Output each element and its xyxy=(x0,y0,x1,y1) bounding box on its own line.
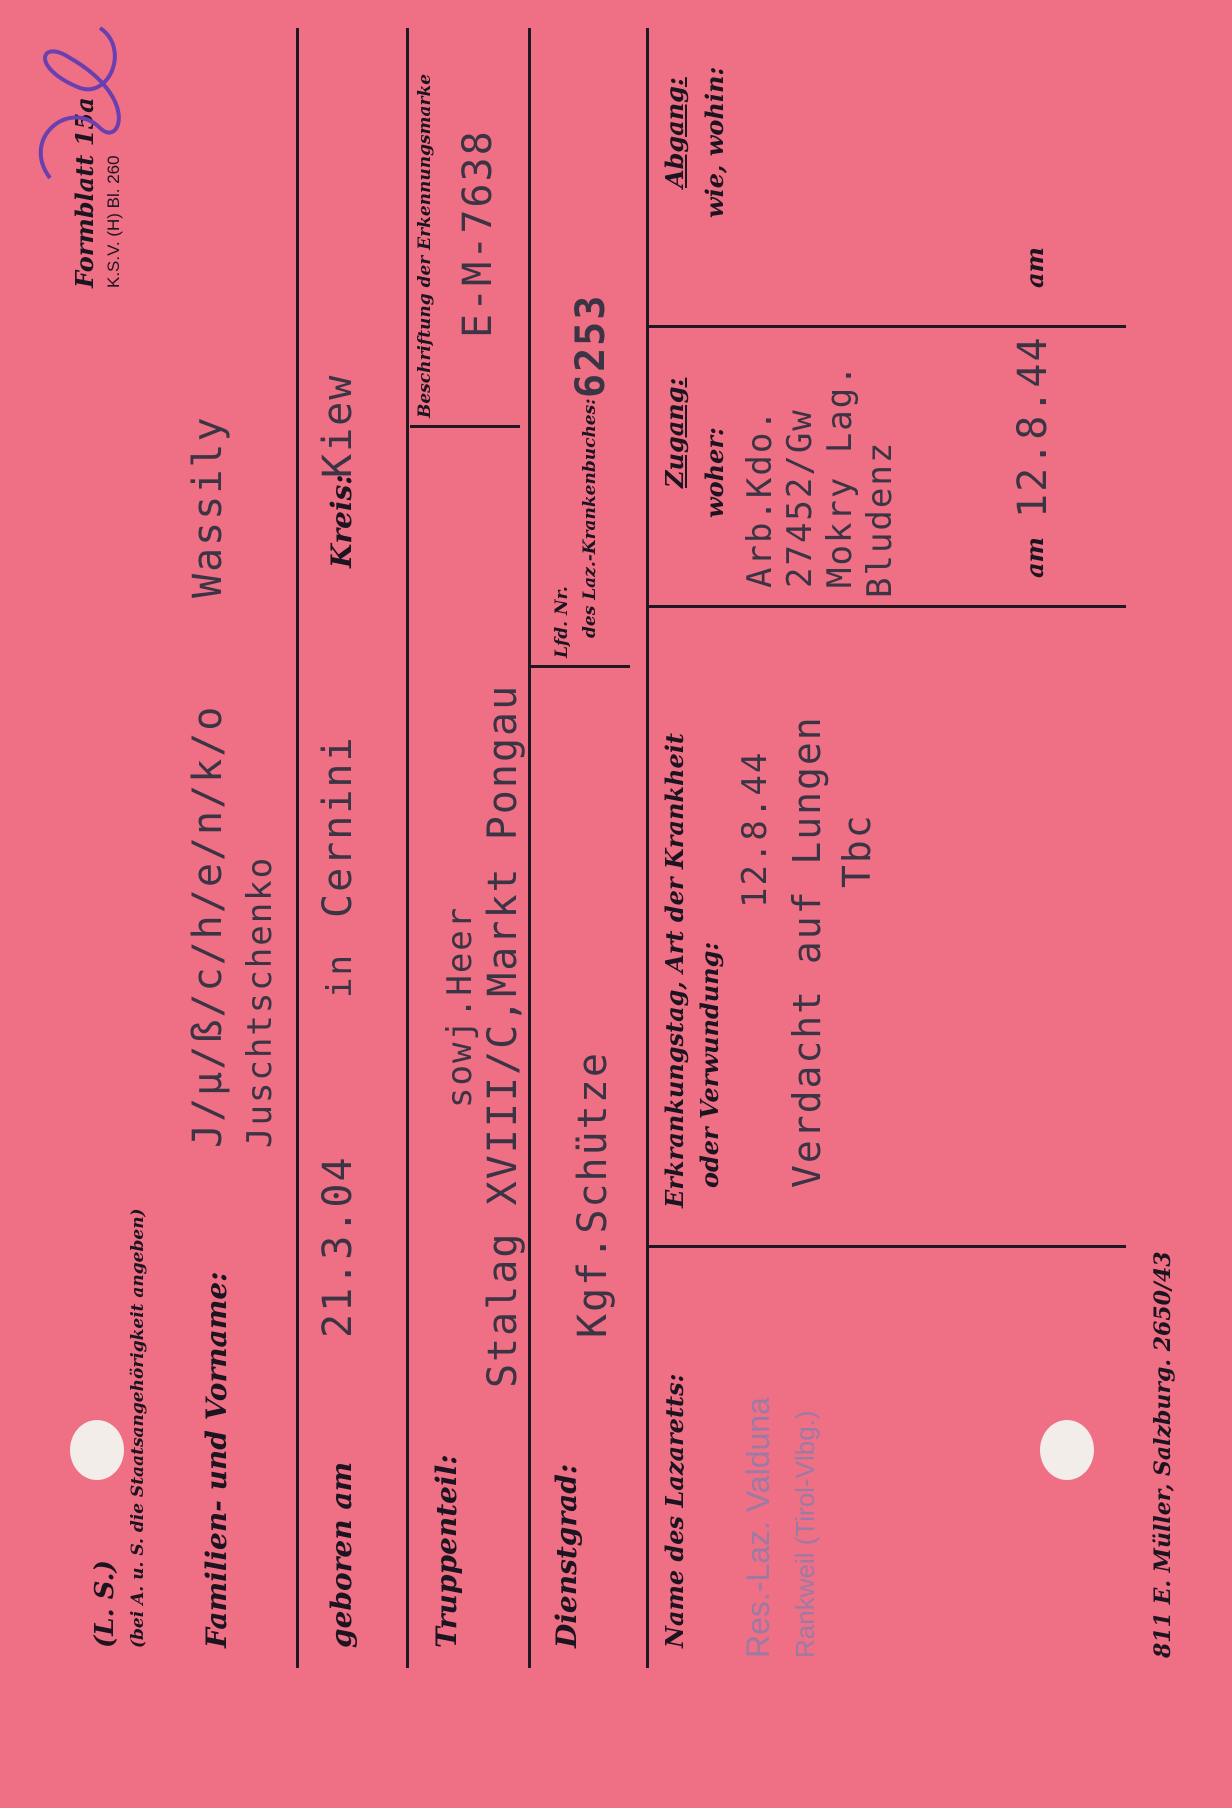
lazarett-stamp-2: Rankweil (Tirol-Vlbg.) xyxy=(790,1410,820,1658)
signature xyxy=(10,18,160,188)
lfd-sub: des Laz.-Krankenbuches: xyxy=(580,398,600,638)
diagnosis-2: Tbc xyxy=(835,813,879,888)
printer-line: 811 E. Müller, Salzburg. 2650/43 xyxy=(1150,1251,1176,1658)
rule-unit-divider xyxy=(410,425,520,428)
rule-3 xyxy=(528,28,531,1668)
zugang-am: am xyxy=(1020,537,1049,578)
birth-place: Cernini xyxy=(315,735,361,918)
illness-label-1: Erkrankungstag, Art der Krankheit xyxy=(660,733,689,1208)
birth-label: geboren am xyxy=(325,1461,358,1648)
abgang-label: Abgang: xyxy=(660,77,689,188)
zugang-line-1: Arb.Kdo. xyxy=(740,408,780,588)
rule-col-1 xyxy=(648,1245,1126,1248)
rule-col-2 xyxy=(648,605,1126,608)
rank: Kgf.Schütze xyxy=(570,1051,616,1338)
zugang-line-2: 27452/Gw xyxy=(780,408,820,588)
rule-1 xyxy=(296,28,299,1668)
unit-label: Truppenteil: xyxy=(430,1454,463,1648)
zugang-woher: woher: xyxy=(700,427,729,518)
abgang-wohin: wie, wohin: xyxy=(700,66,729,218)
form-code: K.S.V. (H) Bl. 260 xyxy=(104,155,123,288)
rule-col-3 xyxy=(648,325,1126,328)
name-code: J/μ/ß/c/h/e/n/k/o xyxy=(185,704,231,1148)
marke-label: Beschriftung der Erkennungsmarke xyxy=(415,73,435,418)
surname: Juschtschenko xyxy=(240,855,280,1148)
illness-date: 12.8.44 xyxy=(735,750,775,908)
first-name: Wassily xyxy=(185,415,231,598)
unit-line1: sowj.Heer xyxy=(440,905,480,1108)
lazarett-label: Name des Lazaretts: xyxy=(660,1373,689,1648)
abgang-am: am xyxy=(1020,247,1049,288)
rule-4 xyxy=(646,28,649,1668)
marke: E-M-7638 xyxy=(455,129,501,338)
header-subtitle: (bei A. u. S. die Staatsangehörigkeit angeben) xyxy=(128,1208,148,1648)
rank-label: Dienstgrad: xyxy=(550,1463,583,1648)
birth-date: 21.3.04 xyxy=(315,1155,361,1338)
lazarett-stamp-1: Res.-Laz. Valduna xyxy=(740,1397,776,1658)
zugang-line-3: Mokry Lag. xyxy=(820,363,860,588)
lfd-label: Lfd. Nr. xyxy=(552,586,572,658)
diagnosis-1: Verdacht auf Lungen xyxy=(785,715,829,1188)
kreis-label: Kreis: xyxy=(325,474,358,568)
lfd-number: 6253 xyxy=(568,293,614,398)
zugang-label: Zugang: xyxy=(660,377,689,488)
unit-line2: Stalag XVIII/C,Markt Pongau xyxy=(480,683,526,1388)
rule-rank-divider xyxy=(530,665,630,668)
illness-label-2: oder Verwundung: xyxy=(695,941,724,1188)
zugang-date: 12.8.44 xyxy=(1010,335,1056,518)
kreis: Kiew xyxy=(315,373,361,478)
rule-2 xyxy=(406,28,409,1668)
zugang-line-4: Bludenz xyxy=(860,440,900,598)
name-label: Familien- und Vorname: xyxy=(200,1271,233,1648)
form-number: Formblatt 15a xyxy=(70,97,99,288)
birth-in: in xyxy=(320,953,360,998)
header-title: (L. S.) xyxy=(90,1560,120,1648)
